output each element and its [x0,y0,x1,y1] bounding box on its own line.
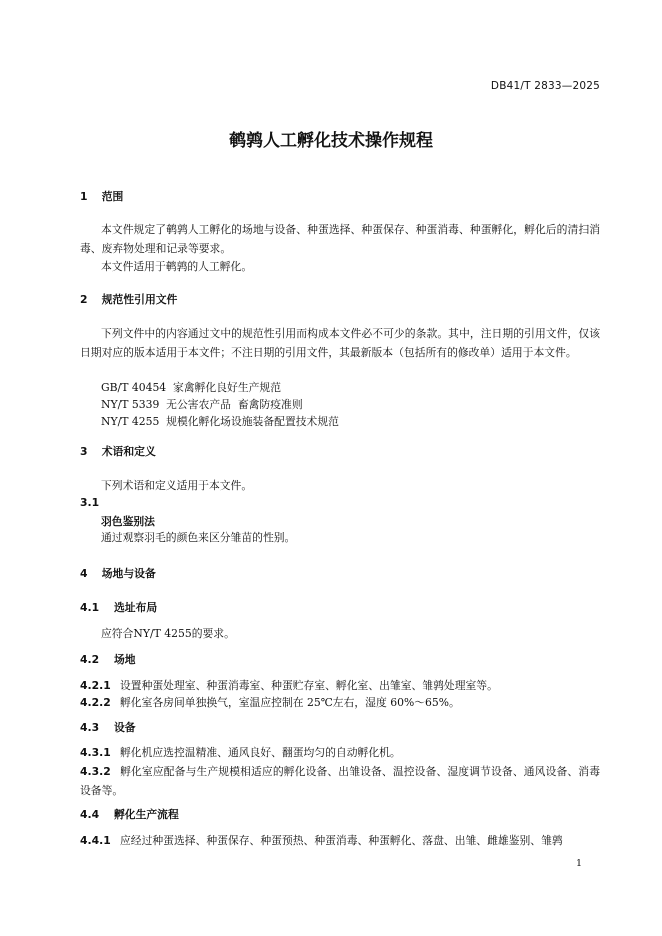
clause-number: 4.2.1 [80,679,111,692]
reference-item: NY/T 5339 无公害农产品 畜禽防疫准则 [101,398,303,411]
section-title: 选址布局 [114,601,158,614]
section-number: 1 [80,190,88,203]
page-number: 1 [575,858,582,869]
section-2-heading [80,292,600,307]
clause-text: 孵化室应配备与生产规模相适应的孵化设备、出雏设备、温控设备、湿度调节设备、通风设备、消毒设备等。 [80,765,600,797]
section-title: 规范性引用文件 [101,293,178,306]
section-4-2-heading [80,652,600,667]
clause-text: 孵化室各房间单独换气，室温应控制在 25℃左右，湿度 60%～65%。 [120,696,460,709]
section-number: 2 [80,293,88,306]
section-title: 场地与设备 [101,567,156,580]
clause-text: 设置种蛋处理室、种蛋消毒室、种蛋贮存室、孵化室、出雏室、雏鹑处理室等。 [120,679,498,692]
standard-code: DB41/T 2833—2025 [490,80,600,92]
clause-4-3-2 [80,762,600,800]
section-title: 设备 [114,721,136,734]
section-title: 范围 [101,190,124,203]
section-2-paragraph-1: 下列文件中的内容通过文中的规范性引用而构成本文件必不可少的条款。其中，注日期的引用文件，仅该日期对应的版本适用于本文件；不注日期的引用文件，其最新版本（包括所有的修改单）适用于本文件。 [80,327,600,359]
section-title: 术语和定义 [101,445,156,458]
clause-number: 4.4.1 [80,834,111,847]
clause-4-2-2 [80,693,600,712]
section-4-1-paragraph: 应符合NY/T 4255的要求。 [101,627,235,640]
section-number: 4.4 [80,808,100,821]
section-4-1-heading [80,600,600,615]
section-3-paragraph-1: 下列术语和定义适用于本文件。 [101,479,253,492]
section-number: 3 [80,445,88,458]
clause-text: 应经过种蛋选择、种蛋保存、种蛋预热、种蛋消毒、种蛋孵化、落盘、出雏、雌雄鉴别、雏鹑 [120,834,563,847]
section-4-heading [80,566,600,581]
section-number: 4.3 [80,721,100,734]
term-definition: 通过观察羽毛的颜色来区分雏苗的性别。 [101,531,296,544]
clause-4-4-1 [80,831,600,850]
section-number: 4 [80,567,88,580]
term-number: 3.1 [80,496,100,509]
clause-number: 4.3.1 [80,746,111,759]
document-title: 鹌鹑人工孵化技术操作规程 [229,131,433,151]
section-1-paragraph-2: 本文件适用于鹌鹑的人工孵化。 [101,260,253,273]
section-title: 孵化生产流程 [114,808,179,821]
section-number: 4.2 [80,653,100,666]
section-4-3-heading [80,720,600,735]
clause-4-3-1 [80,743,600,762]
section-number: 4.1 [80,601,100,614]
section-3-heading [80,444,600,459]
section-1-heading [80,189,600,204]
section-1-paragraph-1: 本文件规定了鹌鹑人工孵化的场地与设备、种蛋选择、种蛋保存、种蛋消毒、种蛋孵化，孵化后的清扫消毒、废弃物处理和记录等要求。 [80,223,600,255]
reference-item: GB/T 40454 家禽孵化良好生产规范 [101,381,282,394]
clause-text: 孵化机应选控温精准、通风良好、翻蛋均匀的自动孵化机。 [120,746,401,759]
clause-number: 4.2.2 [80,696,111,709]
section-4-4-heading [80,807,600,822]
reference-item: NY/T 4255 规模化孵化场设施装备配置技术规范 [101,415,339,428]
term-name: 羽色鉴别法 [101,515,155,528]
clause-number: 4.3.2 [80,765,111,778]
section-title: 场地 [114,653,136,666]
